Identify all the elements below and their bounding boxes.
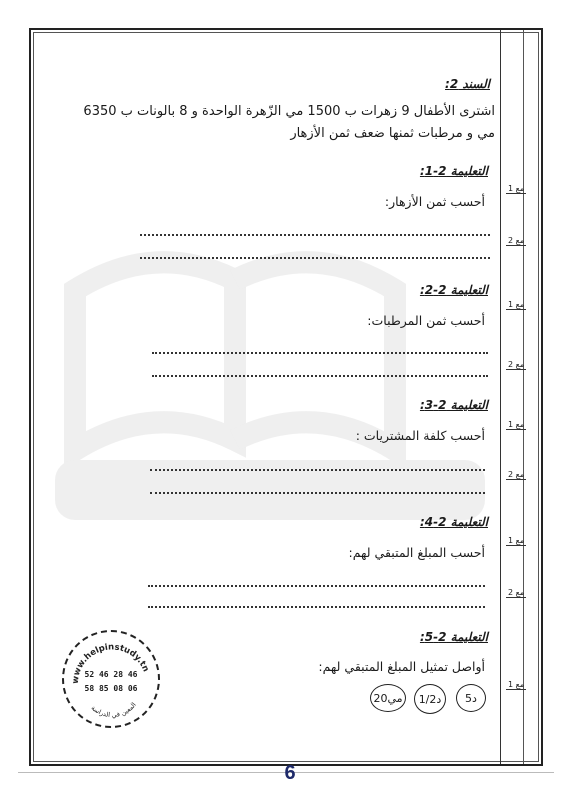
stamp-phone-2: 58 85 08 06 xyxy=(84,684,138,693)
answer-line[interactable] xyxy=(140,234,490,236)
grade-cell-4: مع 2 xyxy=(508,360,525,369)
grade-cell-5: مع 1 xyxy=(508,420,525,429)
stamp-ring-icon xyxy=(64,632,158,726)
task-2-1-title: التعليمة 2-1: xyxy=(419,164,488,178)
problem-statement xyxy=(60,101,495,145)
stamp-phone-1: 52 46 28 46 xyxy=(84,670,138,679)
coin-5-dinar: 5د xyxy=(456,684,486,712)
task-2-3-instruction: أحسب كلفة المشتريات : xyxy=(355,428,485,443)
grade-cell-1: مع 1 xyxy=(508,184,525,193)
grade-cell-9: مع 1 xyxy=(508,680,525,689)
answer-line[interactable] xyxy=(150,492,485,494)
grading-column xyxy=(500,30,542,764)
task-2-3-title: التعليمة 2-3: xyxy=(419,398,488,412)
task-2-4-title: التعليمة 2-4: xyxy=(419,515,488,529)
grade-cell-8: مع 2 xyxy=(508,588,525,597)
task-2-4-instruction: أحسب المبلغ المتبقي لهم: xyxy=(348,545,485,560)
task-2-5-instruction: أواصل تمثيل المبلغ المتبقي لهم: xyxy=(318,659,485,674)
answer-line[interactable] xyxy=(148,606,485,608)
grading-column-divider xyxy=(523,30,524,764)
section-title: السند 2: xyxy=(445,77,490,91)
coin-20-millimes: 20مي xyxy=(370,684,406,712)
task-2-2-instruction: أحسب ثمن المرطبات: xyxy=(367,313,485,328)
answer-line[interactable] xyxy=(148,585,485,587)
stamp-brand: المعين في الدراسة xyxy=(89,701,138,720)
coin-half-dinar: 1/2د xyxy=(414,684,446,714)
problem-line-2: مي و مرطبات ثمنها ضعف ثمن الأزهار xyxy=(290,126,495,141)
svg-text:المعين في الدراسة xyxy=(90,701,138,719)
grade-cell-7: مع 1 xyxy=(508,536,525,545)
problem-line-1: اشترى الأطفال 9 زهرات ب 1500 مي الزّهرة الواحدة و 8 بالونات ب 6350 xyxy=(83,104,495,119)
answer-line[interactable] xyxy=(140,257,490,259)
answer-line[interactable] xyxy=(152,352,488,354)
task-2-5-title: التعليمة 2-5: xyxy=(419,630,488,644)
grade-cell-2: مع 2 xyxy=(508,236,525,245)
task-2-1-instruction: أحسب ثمن الأزهار: xyxy=(384,194,485,209)
answer-line[interactable] xyxy=(150,469,485,471)
stamp-website: www.helpinstudy.tn xyxy=(70,642,151,685)
answer-line[interactable] xyxy=(152,375,488,377)
task-2-2-title: التعليمة 2-2: xyxy=(419,283,488,297)
publisher-stamp xyxy=(62,630,160,728)
grade-cell-6: مع 2 xyxy=(508,470,525,479)
coin-group xyxy=(340,684,495,714)
page-number: 6 xyxy=(284,762,296,784)
grade-cell-3: مع 1 xyxy=(508,300,525,309)
